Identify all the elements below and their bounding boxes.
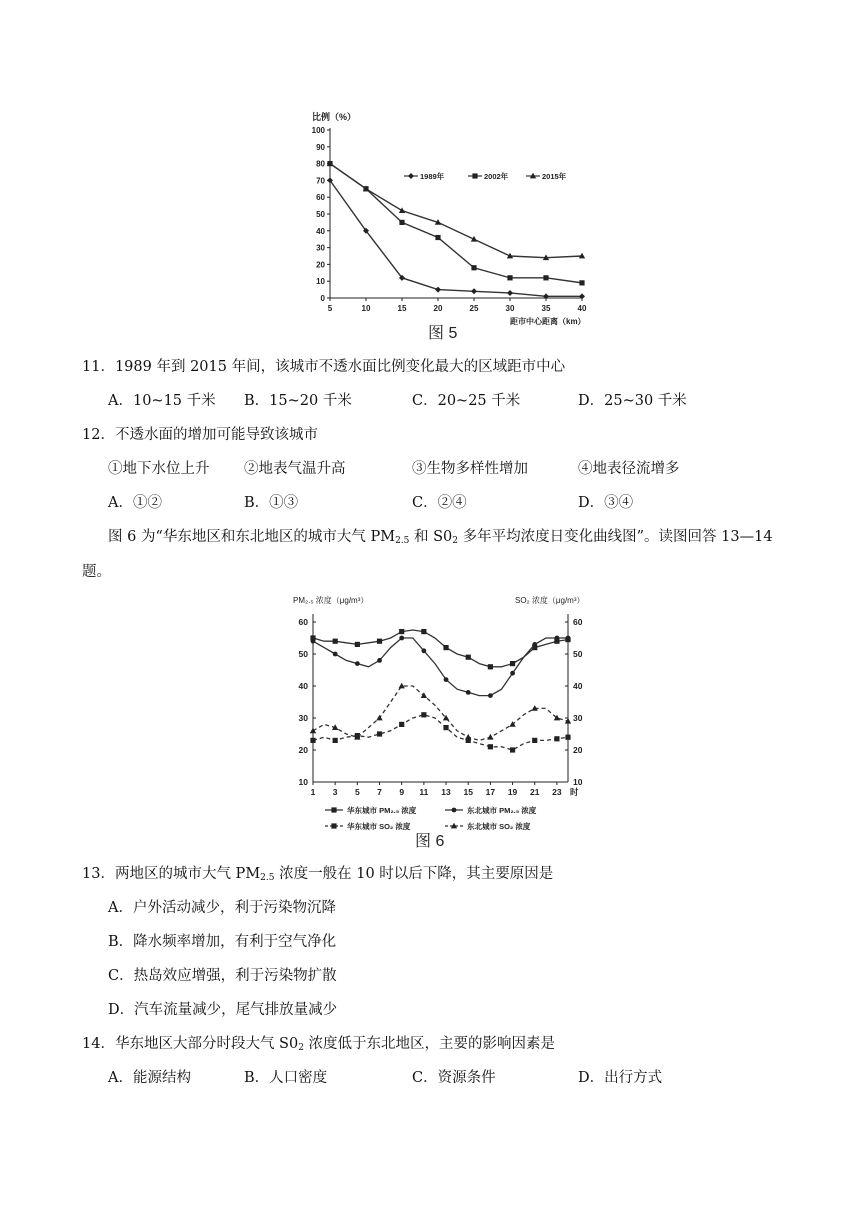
question-14 — [82, 1034, 555, 1058]
fig6-data-point — [333, 652, 338, 657]
fig6-data-point — [310, 738, 315, 743]
fig5-data-point — [435, 235, 440, 240]
figure-6-intro — [108, 527, 773, 551]
q12-option-c[interactable]: C．②④ — [412, 495, 467, 511]
fig5-x-tick-label: 10 — [361, 304, 371, 313]
fig6-left-tick-label: 60 — [298, 617, 308, 627]
fig6-x-tick-label: 23 — [552, 787, 562, 797]
fig5-y-tick-label: 90 — [316, 142, 325, 152]
fig6-right-tick-label: 10 — [573, 777, 583, 787]
fig6-left-tick-label: 40 — [298, 681, 308, 691]
fig6-data-point — [509, 721, 515, 727]
fig6-data-point — [510, 671, 515, 676]
fig5-legend-label: 1989年 — [420, 172, 445, 181]
q14-option-c[interactable]: C．资源条件 — [412, 1070, 496, 1086]
fig6-data-point — [399, 722, 404, 727]
q13-sub: 2.5 — [260, 873, 275, 883]
fig5-legend-label: 2015年 — [542, 172, 567, 181]
fig6-left-tick-label: 30 — [298, 713, 308, 723]
fig5-data-point — [507, 290, 513, 296]
fig6-x-tick-label: 5 — [354, 787, 360, 797]
q12-option-a[interactable]: A．①② — [108, 495, 162, 511]
fig6-right-tick-label: 20 — [573, 745, 583, 755]
q12-item-4: ④地表径流增多 — [578, 461, 680, 477]
fig6-right-tick-label: 50 — [573, 649, 583, 659]
fig6-data-point — [465, 734, 471, 740]
fig6-data-point — [399, 629, 404, 634]
fig6-left-tick-label: 50 — [298, 649, 308, 659]
fig6-data-point — [532, 738, 537, 743]
fig6-data-point — [565, 735, 570, 740]
fig5-y-tick-label: 70 — [316, 176, 325, 186]
fig5-x-axis-label: 距市中心距离（km） — [510, 317, 586, 326]
q14-option-a[interactable]: A．能源结构 — [108, 1070, 191, 1086]
intro-sub-2: 2 — [452, 536, 459, 546]
fig6-legend-label: 华东城市 PM₂.₅ 浓度 — [347, 806, 417, 815]
fig6-data-point — [443, 645, 448, 650]
q12-item-1: ①地下水位上升 — [108, 461, 210, 477]
fig6-left-tick-label: 20 — [298, 745, 308, 755]
fig6-legend-label: 华东城市 SO₂ 浓度 — [347, 822, 411, 831]
fig6-data-point — [443, 725, 448, 730]
fig5-data-point — [435, 287, 441, 293]
fig6-x-unit: 时 — [570, 787, 579, 797]
fig6-left-tick-label: 10 — [298, 777, 308, 787]
fig5-x-tick-label: 25 — [469, 304, 479, 313]
fig6-data-point — [421, 712, 426, 717]
fig6-data-point — [421, 629, 426, 634]
fig6-data-point — [355, 642, 360, 647]
fig6-data-point — [510, 661, 515, 666]
fig6-series-line-1 — [313, 638, 568, 696]
fig6-x-tick-label: 1 — [310, 787, 316, 797]
fig5-data-point — [399, 220, 404, 225]
fig6-data-point — [399, 636, 404, 641]
fig5-x-tick-label: 20 — [433, 304, 443, 313]
fig6-right-axis-label: SO₂ 浓度（μg/m³） — [515, 596, 585, 605]
fig5-data-point — [507, 275, 512, 280]
fig6-data-point — [554, 736, 559, 741]
fig6-data-point — [466, 690, 471, 695]
fig5-x-tick-label: 35 — [541, 304, 551, 313]
figure-6-intro-line-2: 题。 — [82, 564, 111, 580]
fig6-data-point — [377, 639, 382, 644]
q11-option-b[interactable]: B．15~20 千米 — [244, 393, 352, 409]
q14-option-d[interactable]: D．出行方式 — [578, 1070, 663, 1086]
fig6-series-line-2 — [313, 715, 568, 750]
fig6-right-tick-label: 30 — [573, 713, 583, 723]
fig5-data-point — [471, 288, 477, 294]
question-12: 12．不透水面的增加可能导致该城市 — [82, 427, 318, 443]
fig5-series-line-1 — [330, 164, 582, 283]
q11-option-d[interactable]: D．25~30 千米 — [578, 393, 687, 409]
q11-option-c[interactable]: C．20~25 千米 — [412, 393, 521, 409]
q13-option-d[interactable]: D．汽车流量减少，尾气排放量减少 — [108, 1002, 338, 1018]
fig5-caption: 图 5 — [428, 325, 458, 342]
fig6-x-tick-label: 15 — [463, 787, 473, 797]
q14-text-b: 浓度低于东北地区，主要的影响因素是 — [303, 1036, 556, 1052]
fig6-x-tick-label: 9 — [399, 787, 405, 797]
fig5-y-tick-label: 0 — [320, 294, 325, 303]
figure-6-line-chart — [285, 592, 595, 850]
fig5-legend-label: 2002年 — [484, 172, 509, 181]
fig5-x-tick-label: 5 — [327, 304, 333, 313]
fig6-left-axis-label: PM₂.₅ 浓度（μg/m³） — [293, 596, 369, 605]
q13-text-a: 13．两地区的城市大气 PM — [82, 866, 261, 882]
fig6-legend-label: 东北城市 SO₂ 浓度 — [467, 822, 531, 831]
fig6-data-point — [376, 715, 382, 721]
q12-item-2: ②地表气温升高 — [244, 461, 346, 477]
fig6-data-point — [555, 636, 560, 641]
q14-option-b[interactable]: B．人口密度 — [244, 1070, 328, 1086]
fig6-legend — [325, 805, 537, 831]
fig6-x-tick-label: 21 — [530, 787, 540, 797]
fig5-y-tick-label: 50 — [316, 210, 325, 219]
intro-text-3: 多年平均浓度日变化曲线图”。读图回答 13—14 — [458, 529, 773, 545]
intro-text-2: 和 S0 — [409, 529, 453, 545]
fig6-data-point — [421, 692, 427, 698]
fig5-x-tick-label: 40 — [577, 304, 587, 313]
fig6-series-line-3 — [313, 686, 568, 740]
fig6-legend-label: 东北城市 PM₂.₅ 浓度 — [467, 806, 537, 815]
fig6-data-point — [488, 744, 493, 749]
fig5-data-point — [471, 265, 476, 270]
fig5-y-tick-label: 100 — [311, 126, 325, 135]
figure-5-line-chart — [300, 100, 600, 345]
fig5-y-axis-label: 比例（%） — [312, 112, 357, 122]
fig5-y-tick-label: 60 — [316, 193, 325, 203]
fig6-data-point — [444, 677, 449, 682]
fig6-data-point — [510, 747, 515, 752]
fig6-right-tick-label: 60 — [573, 617, 583, 627]
fig5-y-tick-label: 30 — [316, 243, 325, 253]
fig6-data-point — [333, 639, 338, 644]
question-13 — [82, 864, 553, 888]
fig5-data-point — [579, 280, 584, 285]
fig6-data-point — [355, 661, 360, 666]
fig6-caption: 图 6 — [415, 833, 445, 850]
fig6-x-tick-label: 19 — [507, 787, 518, 797]
fig5-data-point — [399, 207, 405, 213]
fig5-y-tick-label: 40 — [316, 226, 325, 236]
q12-item-3: ③生物多样性增加 — [412, 461, 528, 477]
fig5-legend-marker — [408, 173, 414, 179]
fig6-data-point — [532, 642, 537, 647]
fig5-y-tick-label: 10 — [316, 277, 325, 287]
fig6-right-tick-label: 40 — [573, 681, 583, 691]
intro-sub-1: 2.5 — [395, 536, 410, 546]
question-11: 11．1989 年到 2015 年间，该城市不透水面比例变化最大的区域距市中心 — [82, 359, 566, 375]
fig6-x-tick-label: 7 — [377, 787, 382, 797]
fig6-data-point — [566, 636, 571, 641]
q13-text-b: 浓度一般在 10 时以后下降，其主要原因是 — [274, 866, 554, 882]
fig6-data-point — [377, 731, 382, 736]
fig6-x-tick-label: 3 — [332, 787, 338, 797]
fig6-data-point — [421, 648, 426, 653]
fig6-data-point — [377, 658, 382, 663]
q14-sub: 2 — [298, 1043, 304, 1053]
fig5-y-tick-label: 20 — [316, 260, 325, 270]
fig6-data-point — [487, 734, 493, 740]
fig6-legend-marker — [452, 808, 457, 813]
fig6-data-point — [333, 738, 338, 743]
q13-option-b[interactable]: B．降水频率增加，有利于空气净化 — [108, 934, 337, 950]
fig6-data-point — [310, 728, 316, 734]
fig5-data-point — [543, 275, 548, 280]
fig5-y-tick-label: 80 — [316, 159, 325, 169]
q13-option-c[interactable]: C．热岛效应增强，利于污染物扩散 — [108, 968, 337, 984]
fig6-data-point — [488, 693, 493, 698]
fig6-data-point — [466, 655, 471, 660]
q13-option-a[interactable]: A．户外活动减少，利于污染物沉降 — [108, 900, 336, 916]
q11-option-a[interactable]: A．10~15 千米 — [108, 393, 216, 409]
fig6-data-point — [311, 639, 316, 644]
intro-text-1: 图 6 为“华东地区和东北地区的城市大气 PM — [108, 529, 396, 545]
q12-option-d[interactable]: D．③④ — [578, 495, 634, 511]
fig6-x-tick-label: 11 — [419, 787, 429, 797]
fig5-legend — [404, 171, 567, 181]
fig6-data-point — [488, 664, 493, 669]
fig5-x-tick-label: 15 — [397, 304, 407, 313]
q14-text-a: 14．华东地区大部分时段大气 S0 — [82, 1036, 299, 1052]
fig6-legend-marker — [331, 807, 336, 812]
fig6-legend-marker — [331, 823, 336, 828]
fig5-x-tick-label: 30 — [505, 304, 515, 313]
fig6-x-tick-label: 13 — [441, 787, 451, 797]
fig6-x-tick-label: 17 — [485, 787, 496, 797]
q12-option-b[interactable]: B．①③ — [244, 495, 299, 511]
fig5-legend-marker — [472, 173, 477, 178]
